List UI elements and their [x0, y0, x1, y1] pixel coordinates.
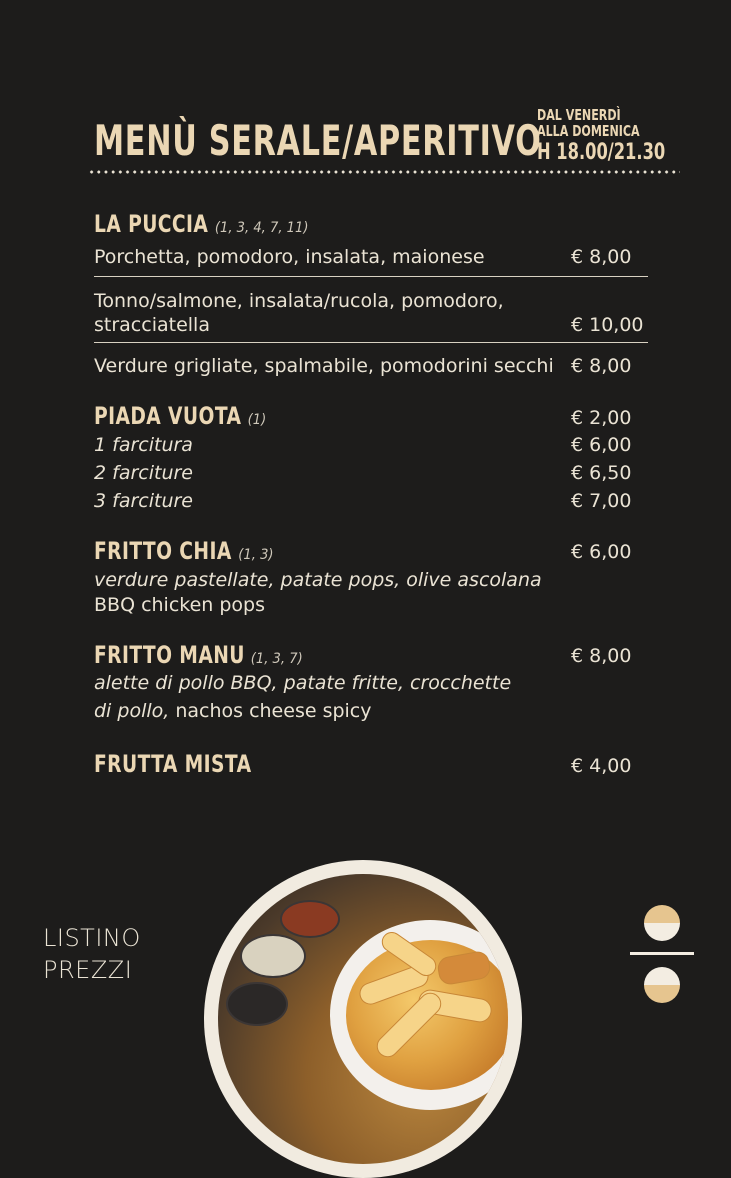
section-heading-fritto-chia — [94, 537, 274, 565]
allergens-label: (1, 3) — [237, 547, 274, 563]
puccia-item-2-desc-line-1: Tonno/salmone, insalata/rucola, pomodoro, — [94, 290, 504, 312]
division-dot-bottom — [644, 967, 680, 1003]
section-heading-fritto-manu — [94, 641, 303, 669]
item-separator — [94, 276, 648, 277]
puccia-item-1-price: € 8,00 — [571, 246, 632, 268]
piada-base-price: € 2,00 — [571, 407, 632, 429]
section-heading-puccia — [94, 210, 309, 238]
piada-option-3-price: € 7,00 — [571, 490, 632, 512]
fritto-manu-price: € 8,00 — [571, 645, 632, 667]
frutta-price: € 4,00 — [571, 755, 632, 777]
sauce-bowl — [240, 934, 306, 978]
price-list-label-line-1: LISTINO — [43, 924, 141, 952]
section-name: FRITTO MANU — [94, 641, 245, 669]
puccia-item-3-price: € 8,00 — [571, 355, 632, 377]
puccia-item-3-desc: Verdure grigliate, spalmabile, pomodorini secchi — [94, 355, 554, 377]
piada-option-1: 1 farcitura — [94, 434, 193, 456]
piada-option-3: 3 farciture — [94, 490, 193, 512]
fritto-manu-desc-regular: nachos cheese spicy — [169, 700, 372, 722]
food-photo-content — [218, 874, 508, 1164]
fritto-chia-desc-line-2: BBQ chicken pops — [94, 594, 266, 616]
fritto-chia-desc-line-1: verdure pastellate, patate pops, olive ascolana — [94, 569, 542, 591]
section-name: PIADA VUOTA — [94, 402, 242, 430]
puccia-item-2-desc-line-2: stracciatella — [94, 314, 210, 336]
fritto-manu-desc-italic: di pollo, — [94, 700, 170, 722]
section-name: LA PUCCIA — [94, 210, 209, 238]
allergens-label: (1, 3, 7) — [251, 651, 303, 667]
piada-option-1-price: € 6,00 — [571, 434, 632, 456]
allergens-label: (1) — [247, 412, 267, 428]
section-name: FRITTO CHIA — [94, 537, 232, 565]
fritto-manu-desc-line-2 — [94, 700, 372, 722]
dotted-divider — [88, 169, 680, 175]
opening-hours: H 18.00/21.30 — [537, 140, 666, 165]
section-heading-frutta — [94, 750, 251, 778]
piada-option-2: 2 farciture — [94, 462, 193, 484]
sauce-bowl — [280, 900, 340, 938]
fritto-chia-price: € 6,00 — [571, 541, 632, 563]
menu-title: MENÙ SERALE/APERITIVO — [94, 116, 542, 165]
sauce-bowl — [226, 982, 288, 1026]
price-list-label-line-2: PREZZI — [43, 956, 133, 984]
puccia-item-2-price: € 10,00 — [571, 314, 644, 336]
item-separator — [94, 342, 648, 343]
section-name: FRUTTA MISTA — [94, 750, 252, 778]
division-bar — [630, 952, 694, 955]
puccia-item-1-desc: Porchetta, pomodoro, insalata, maionese — [94, 246, 485, 268]
section-heading-piada — [94, 402, 267, 430]
division-dot-top — [644, 905, 680, 941]
fritto-manu-desc-line-1: alette di pollo BBQ, patate fritte, crocchette — [94, 672, 512, 694]
days-line-2: ALLA DOMENICA — [537, 122, 640, 140]
days-line-1: DAL VENERDÌ — [537, 106, 621, 124]
division-sign-icon — [630, 905, 694, 1005]
allergens-label: (1, 3, 4, 7, 11) — [214, 220, 309, 236]
piada-option-2-price: € 6,50 — [571, 462, 632, 484]
food-photo — [204, 860, 522, 1178]
